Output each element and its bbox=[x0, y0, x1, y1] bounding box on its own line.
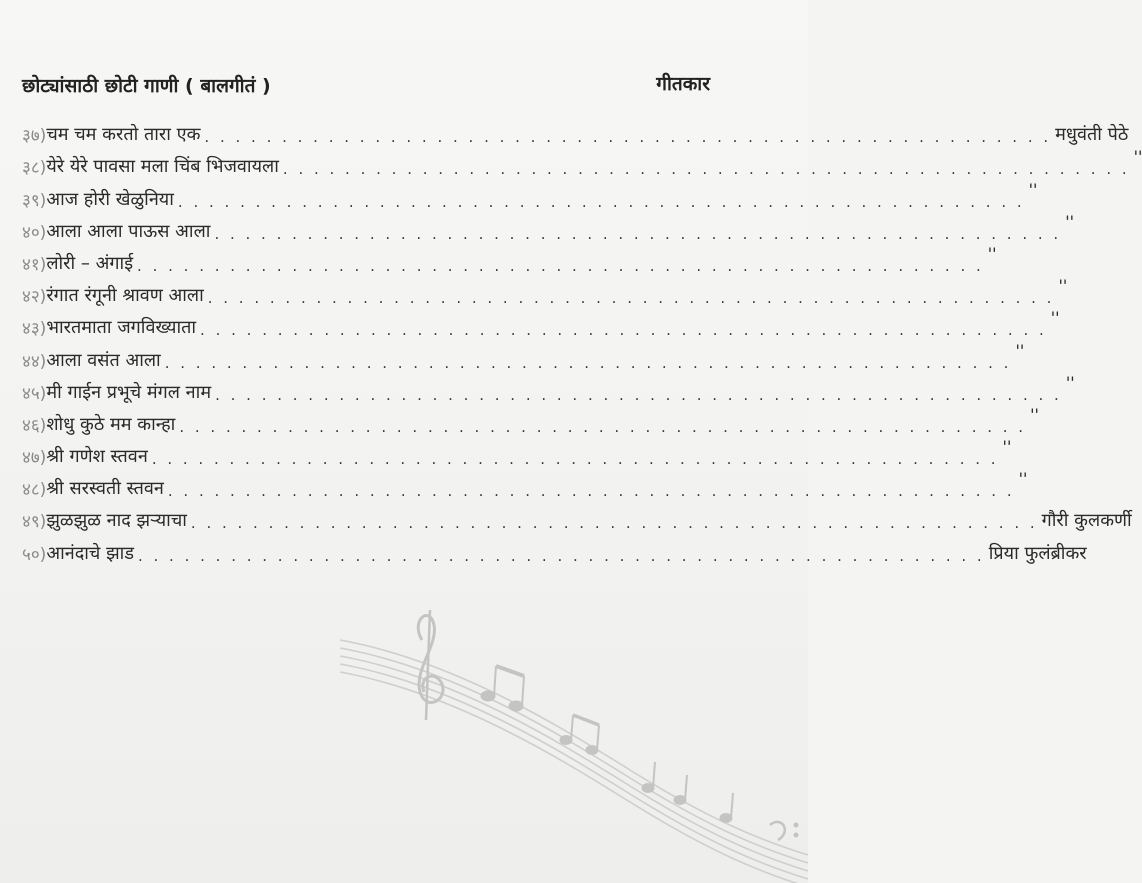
lyricist-name: गौरी कुलकर्णी bbox=[1041, 510, 1132, 532]
dot-leader: . . . . . . . . . . . . . . . . . . . . . . . . . . . . . . . . . . . . . . . . . . . . . . . . . . . . . . . bbox=[190, 514, 1038, 533]
entry-number: ४१) bbox=[22, 254, 47, 275]
dot-leader: . . . . . . . . . . . . . . . . . . . . . . . . . . . . . . . . . . . . . . . . . . . . . . . . . . . . . . . bbox=[164, 353, 1012, 372]
song-title: शोधु कुठे मम कान्हा bbox=[46, 413, 176, 435]
toc-entry bbox=[22, 178, 1038, 211]
dot-leader: . . . . . . . . . . . . . . . . . . . . . . . . . . . . . . . . . . . . . . . . . . . . . . . . . . . . . . . bbox=[179, 417, 1027, 436]
dot-leader: . . . . . . . . . . . . . . . . . . . . . . . . . . . . . . . . . . . . . . . . . . . . . . . . . . . . . . . bbox=[137, 256, 984, 275]
toc-entry bbox=[22, 404, 1039, 436]
toc-entry bbox=[22, 339, 1025, 372]
song-title: आनंदाचे झाड bbox=[46, 542, 134, 564]
song-title: आला आला पाऊस आला bbox=[46, 220, 211, 242]
entry-number: ३९) bbox=[22, 190, 47, 211]
song-title: चम चम करतो तारा एक bbox=[46, 124, 201, 146]
dot-leader: . . . . . . . . . . . . . . . . . . . . . . . . . . . . . . . . . . . . . . . . . . . . . . . . . . . . . . . bbox=[167, 482, 1015, 501]
song-title: भारतमाता जगविख्याता bbox=[46, 317, 197, 339]
song-title: आज होरी खेळुनिया bbox=[46, 188, 174, 210]
song-title: झुळझुळ नाद झऱ्याचा bbox=[46, 510, 187, 532]
ditto-mark: '' bbox=[987, 243, 997, 263]
toc-entry bbox=[22, 114, 1129, 147]
toc-entry bbox=[22, 243, 997, 275]
ditto-mark: '' bbox=[1018, 469, 1028, 489]
song-title: आला वसंत आला bbox=[46, 349, 161, 371]
toc-entry bbox=[22, 372, 1075, 404]
dot-leader: . . . . . . . . . . . . . . . . . . . . . . . . . . . . . . . . . . . . . . . . . . . . . . . . . . . . . . . bbox=[200, 321, 1047, 340]
toc-entry bbox=[22, 532, 1087, 565]
toc-entry bbox=[22, 307, 1060, 340]
dot-leader: . . . . . . . . . . . . . . . . . . . . . . . . . . . . . . . . . . . . . . . . . . . . . . . . . . . . . . . bbox=[177, 192, 1025, 211]
ditto-mark: '' bbox=[1133, 147, 1142, 167]
dot-leader: . . . . . . . . . . . . . . . . . . . . . . . . . . . . . . . . . . . . . . . . . . . . . . . . . . . . . . . bbox=[282, 160, 1130, 179]
entry-number: ४६) bbox=[22, 415, 47, 436]
table-of-contents bbox=[22, 114, 1142, 565]
ditto-mark: '' bbox=[1065, 211, 1074, 231]
toc-entry bbox=[22, 436, 1012, 469]
entry-number: ४७) bbox=[22, 448, 47, 469]
lyricist-name: प्रिया फुलंब्रीकर bbox=[988, 542, 1087, 564]
entry-number: ४२) bbox=[22, 287, 47, 308]
section-title: छोट्यांसाठी छोटी गाणी ( बालगीतं ) bbox=[22, 75, 271, 97]
ditto-mark: '' bbox=[1028, 179, 1038, 199]
song-title: लोरी – अंगाई bbox=[46, 252, 134, 274]
song-title: श्री सरस्वती स्तवन bbox=[46, 478, 164, 500]
ditto-mark: '' bbox=[1058, 276, 1068, 296]
entry-number: ५०) bbox=[22, 544, 47, 565]
toc-entry bbox=[22, 211, 1074, 243]
entry-number: ४३) bbox=[22, 319, 47, 340]
entry-number: ४५) bbox=[22, 383, 47, 404]
toc-entry bbox=[22, 468, 1028, 501]
dot-leader: . . . . . . . . . . . . . . . . . . . . . . . . . . . . . . . . . . . . . . . . . . . . . . . . . . . . . . . bbox=[215, 385, 1062, 404]
ditto-mark: '' bbox=[1050, 308, 1060, 328]
toc-entry bbox=[22, 500, 1132, 533]
ditto-mark: '' bbox=[1065, 372, 1075, 392]
lyricist-name: मधुवंती पेठे bbox=[1055, 124, 1129, 146]
ditto-mark: '' bbox=[1030, 404, 1039, 424]
music-staff-with-notes-icon bbox=[330, 600, 808, 883]
entry-number: ४०) bbox=[22, 222, 47, 243]
dot-leader: . . . . . . . . . . . . . . . . . . . . . . . . . . . . . . . . . . . . . . . . . . . . . . . . . . . . . . . bbox=[207, 289, 1055, 308]
entry-number: ४४) bbox=[22, 351, 47, 372]
dot-leader: . . . . . . . . . . . . . . . . . . . . . . . . . . . . . . . . . . . . . . . . . . . . . . . . . . . . . . . bbox=[151, 450, 999, 469]
entry-number: ४८) bbox=[22, 480, 47, 501]
ditto-mark: '' bbox=[1015, 340, 1025, 360]
toc-entry bbox=[22, 146, 1142, 179]
song-title: येरे येरे पावसा मला चिंब भिजवायला bbox=[46, 156, 279, 178]
entry-number: ४९) bbox=[22, 512, 47, 533]
entry-number: ३७) bbox=[22, 126, 47, 147]
dot-leader: . . . . . . . . . . . . . . . . . . . . . . . . . . . . . . . . . . . . . . . . . . . . . . . . . . . . . . . bbox=[204, 128, 1052, 147]
song-title: श्री गणेश स्तवन bbox=[46, 446, 148, 468]
song-title: रंगात रंगूनी श्रावण आला bbox=[46, 285, 204, 307]
entry-number: ३८) bbox=[22, 158, 47, 179]
dot-leader: . . . . . . . . . . . . . . . . . . . . . . . . . . . . . . . . . . . . . . . . . . . . . . . . . . . . . . . bbox=[214, 224, 1062, 243]
dot-leader: . . . . . . . . . . . . . . . . . . . . . . . . . . . . . . . . . . . . . . . . . . . . . . . . . . . . . . . bbox=[137, 546, 985, 565]
song-title: मी गाईन प्रभूचे मंगल नाम bbox=[46, 381, 212, 403]
lyricist-column-header: गीतकार bbox=[656, 73, 710, 95]
toc-entry bbox=[22, 275, 1068, 308]
ditto-mark: '' bbox=[1002, 437, 1012, 457]
